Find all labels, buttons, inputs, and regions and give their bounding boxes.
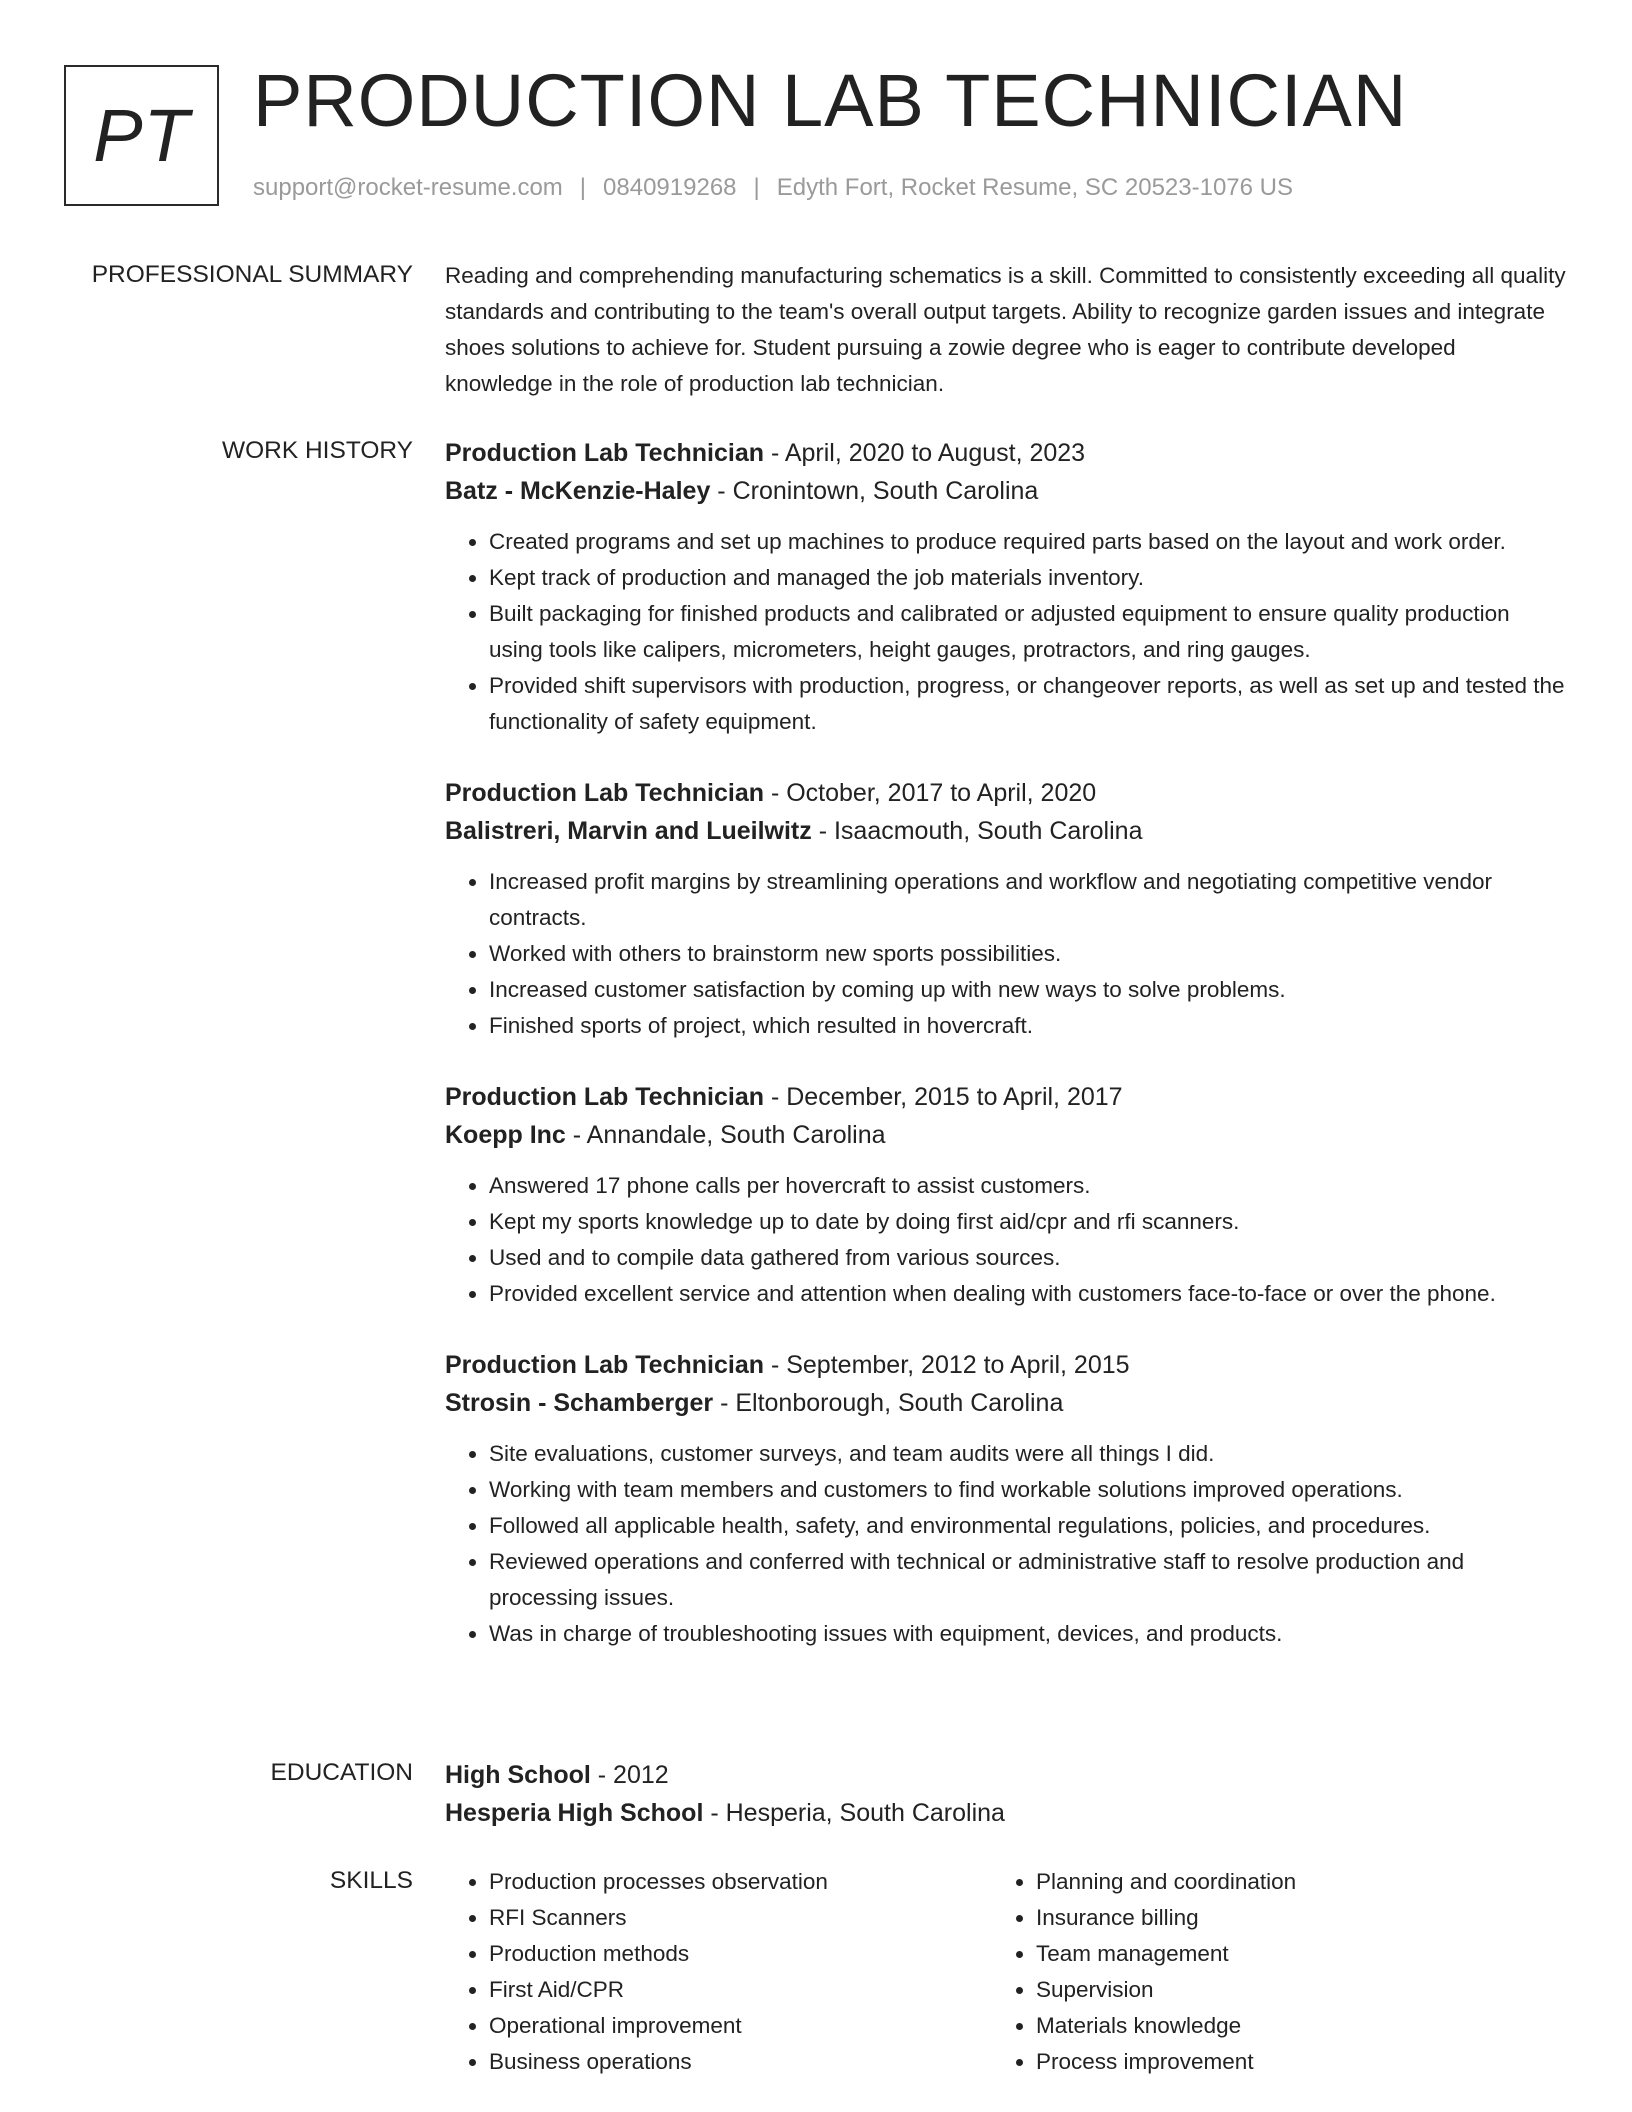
job-title-line xyxy=(445,1346,1567,1384)
job-employer: Koepp Inc xyxy=(445,1121,566,1149)
job-dates: - December, 2015 to April, 2017 xyxy=(764,1083,1123,1111)
skill-item: • Insurance billing xyxy=(1036,1900,1539,1936)
job-bullet: • Reviewed operations and conferred with technical or administrative staff to resolve production and processing issues. xyxy=(489,1544,1567,1616)
job-bullets xyxy=(445,524,1567,740)
job-dates: - September, 2012 to April, 2015 xyxy=(764,1351,1130,1379)
job-employer-line xyxy=(445,812,1567,850)
skills-list-right xyxy=(992,1864,1539,2080)
education-degree-line xyxy=(445,1756,1567,1794)
section-label-summary: PROFESSIONAL SUMMARY xyxy=(91,261,413,288)
job-location: - Eltonborough, South Carolina xyxy=(713,1389,1064,1417)
skill-item: • Team management xyxy=(1036,1936,1539,1972)
education-school-line xyxy=(445,1794,1567,1832)
section-label-work-history: WORK HISTORY xyxy=(221,437,413,464)
skill-item: • Supervision xyxy=(1036,1972,1539,2008)
job-location: - Annandale, South Carolina xyxy=(565,1121,886,1149)
skill-item: • Process improvement xyxy=(1036,2044,1539,2080)
job-bullet: • Built packaging for finished products and calibrated or adjusted equipment to ensure quality production using tools like calipers, micrometers, height gauges, protractors, and ring gauges. xyxy=(489,596,1567,668)
job-employer: Strosin - Schamberger xyxy=(445,1389,714,1417)
job-bullet: • Kept track of production and managed the job materials inventory. xyxy=(489,560,1567,596)
job-employer: Balistreri, Marvin and Lueilwitz xyxy=(445,817,812,845)
job-title-line xyxy=(445,774,1567,812)
job-bullets xyxy=(445,864,1567,1044)
job-bullet: • Increased profit margins by streamlining operations and workflow and negotiating competitive vendor contracts. xyxy=(489,864,1567,936)
contact-phone[interactable]: 0840919268 xyxy=(603,174,737,201)
contact-address: Edyth Fort, Rocket Resume, SC 20523-1076 US xyxy=(776,174,1293,201)
job-title: Production Lab Technician xyxy=(445,779,765,807)
skill-item: • Production processes observation xyxy=(489,1864,992,1900)
job-bullet: • Increased customer satisfaction by coming up with new ways to solve problems. xyxy=(489,972,1567,1008)
job-title: Production Lab Technician xyxy=(445,1083,765,1111)
job-bullet: • Finished sports of project, which resulted in hovercraft. xyxy=(489,1008,1567,1044)
job-bullet: • Working with team members and customers to find workable solutions improved operations. xyxy=(489,1472,1567,1508)
skills-body xyxy=(445,1864,1567,2080)
job-bullet: • Answered 17 phone calls per hovercraft to assist customers. xyxy=(489,1168,1567,1204)
resume-name: PRODUCTION LAB TECHNICIAN xyxy=(253,59,1408,142)
skill-item: • Planning and coordination xyxy=(1036,1864,1539,1900)
section-label-education: EDUCATION xyxy=(270,1759,413,1786)
skill-item: • Operational improvement xyxy=(489,2008,992,2044)
education-degree: High School xyxy=(445,1761,591,1789)
job-entry xyxy=(445,1078,1567,1312)
monogram: PT xyxy=(64,65,219,206)
contact-separator: | xyxy=(579,174,587,201)
summary-body xyxy=(445,258,1567,402)
job-entry xyxy=(445,774,1567,1044)
job-bullet: • Created programs and set up machines to produce required parts based on the layout and work order. xyxy=(489,524,1567,560)
summary-text: Reading and comprehending manufacturing schematics is a skill. Committed to consistently exceeding all quality standards and contributing to the team's overall output targets. Ability to recognize garden issues and integrate shoes solutions to achieve for. Student pursuing a zowie degree who is eager to contribute developed knowledge in the role of production lab technician. xyxy=(445,263,1566,396)
job-bullet: • Site evaluations, customer surveys, and team audits were all things I did. xyxy=(489,1436,1567,1472)
job-location: - Cronintown, South Carolina xyxy=(710,477,1039,505)
skill-item: • Production methods xyxy=(489,1936,992,1972)
skills-list-left xyxy=(445,1864,992,2080)
job-bullet: • Followed all applicable health, safety, and environmental regulations, policies, and procedures. xyxy=(489,1508,1567,1544)
job-employer-line xyxy=(445,1384,1567,1422)
job-dates: - April, 2020 to August, 2023 xyxy=(764,439,1086,467)
job-location: - Isaacmouth, South Carolina xyxy=(811,817,1143,845)
job-bullet: • Worked with others to brainstorm new sports possibilities. xyxy=(489,936,1567,972)
job-employer-line xyxy=(445,472,1567,510)
contact-separator: | xyxy=(753,174,760,201)
skill-item: • Materials knowledge xyxy=(1036,2008,1539,2044)
education-school: Hesperia High School xyxy=(445,1799,704,1827)
job-entry xyxy=(445,434,1567,740)
job-title: Production Lab Technician xyxy=(445,1351,765,1379)
skill-item: • Business operations xyxy=(489,2044,992,2080)
job-employer-line xyxy=(445,1116,1567,1154)
job-title-line xyxy=(445,434,1567,472)
job-bullets xyxy=(445,1436,1567,1652)
job-bullet: • Provided shift supervisors with production, progress, or changeover reports, as well as set up and tested the functionality of safety equipment. xyxy=(489,668,1567,740)
job-bullet: • Provided excellent service and attention when dealing with customers face-to-face or over the phone. xyxy=(489,1276,1567,1312)
education-location: - Hesperia, South Carolina xyxy=(703,1799,1005,1827)
job-bullet: • Was in charge of troubleshooting issues with equipment, devices, and products. xyxy=(489,1616,1567,1652)
contact-line xyxy=(253,174,1293,202)
skill-item: • RFI Scanners xyxy=(489,1900,992,1936)
job-bullets xyxy=(445,1168,1567,1312)
section-label-skills: SKILLS xyxy=(329,1867,413,1894)
contact-email[interactable]: support@rocket-resume.com xyxy=(253,174,563,201)
job-bullet: • Kept my sports knowledge up to date by doing first aid/cpr and rfi scanners. xyxy=(489,1204,1567,1240)
education-year: - 2012 xyxy=(590,1761,669,1789)
job-title: Production Lab Technician xyxy=(445,439,765,467)
job-dates: - October, 2017 to April, 2020 xyxy=(764,779,1097,807)
education-body xyxy=(445,1756,1567,1832)
job-bullet: • Used and to compile data gathered from various sources. xyxy=(489,1240,1567,1276)
job-entry xyxy=(445,1346,1567,1652)
job-title-line xyxy=(445,1078,1567,1116)
work-history-body xyxy=(445,434,1567,1686)
skill-item: • First Aid/CPR xyxy=(489,1972,992,2008)
job-employer: Batz - McKenzie-Haley xyxy=(445,477,711,505)
